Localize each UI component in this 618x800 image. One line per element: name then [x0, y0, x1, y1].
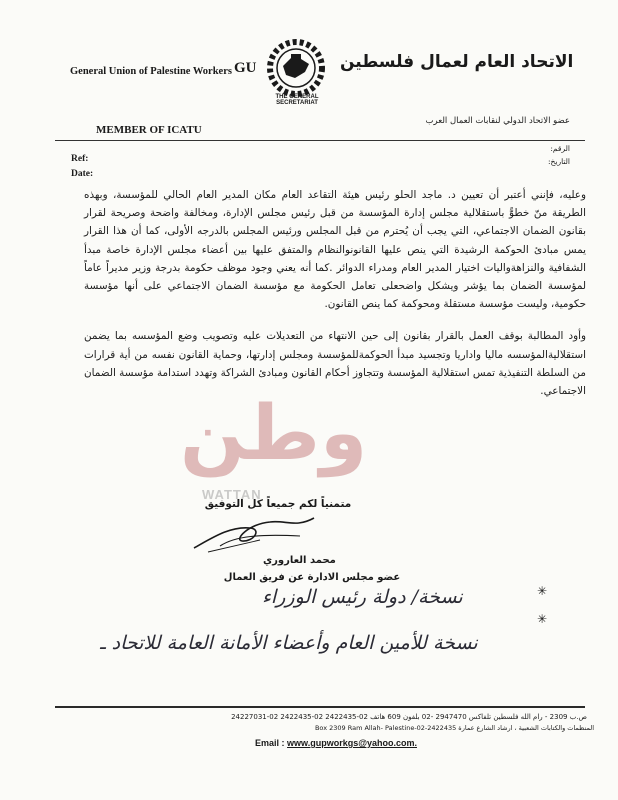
signer-title: عضو مجلس الادارة عن فريق العمال [223, 572, 401, 583]
email-label: Email : [255, 738, 285, 748]
wattan-watermark [180, 383, 368, 513]
letter-body [84, 186, 586, 400]
header-divider [55, 140, 585, 141]
watermark-arabic: وطن [180, 388, 368, 477]
org-name-arabic: الاتحاد العام لعمال فلسطين [340, 52, 574, 72]
ref-label: Ref: [71, 154, 89, 164]
membership-english: MEMBER OF ICATU [96, 124, 202, 136]
org-abbreviation: GU [234, 60, 257, 76]
footer-divider [55, 706, 585, 708]
signature-icon [190, 508, 320, 560]
body-paragraph-1: وعليه، فإنني أعتبر أن تعيين د. ماجد الحلو رئيس هيئة التقاعد العام مكان المدير العام الحالي للمؤسسة، وبهذه الطريقة منّ خطوًّ باستقلالية مجلس إدارة المؤسسة من قبل رئيس مجلس الإدارة، ومخالفة واضحة وصريحة لقرار بقانون الضمان الاجتماعي، التي يجب أن يُحترم من قبل المجلس ورئيس المجلس بالدرجه الأولى، كما أن هذا القرار يمس مبادئ الحوكمة الرشيدة التي ينص عليها القانونوالنظام والمتفق عليها بين أعضاء مجلس الإدارة خاصة مبدأ الشفافية والنزاهةواليات اختيار المدير العام ومدراء الدوائر .كما أنه يعني وجود موظف حكومة بدرجة وزير مديراً عاماً لمؤسسة الضمان بما يؤشر ويشكل واضحعلى تعامل الحكومة مع مؤسسة الضمان الاجتماعي على أنها مؤسسة حكومية، وليست مؤسسة مستقلة ومحوكمة كما ينص القانون. [84, 189, 586, 311]
watermark-latin: WATTAN [202, 487, 262, 502]
union-emblem-icon [255, 28, 337, 104]
handwritten-cc-2: نسخة للأمين العام وأعضاء الأمانة العامة للاتحاد ـ [100, 632, 478, 654]
ref-label-arabic: الرقم: [550, 144, 570, 153]
email-link[interactable]: www.gupworkgs@yahoo.com. [287, 738, 417, 748]
closing-greeting: متمنياً لكم جميعاً كل التوفيق [204, 498, 352, 510]
asterisk-icon: ✳ [537, 584, 548, 598]
logo-caption: THE GENERAL SECRETARIAT [275, 94, 319, 106]
date-label: Date: [71, 169, 94, 179]
footer-email [255, 738, 417, 748]
org-name-english: General Union of Palestine Workers [70, 66, 232, 77]
body-paragraph-2: وأود المطالبة بوقف العمل بالقرار بقانون إلى حين الانتهاء من التعديلات عليه وتصويب وضع المؤسسه بما يضمن استقلاليةالمؤسسه ماليا واداريا وتجسيد مبدأ الحوكمةللمؤسسة ومجلس إدارتها، وحماية القانون نفسه من أية قرارات من السلطة التنفيذية تمس استقلالية المؤسسة وتتجاوز أحكام القانون ومبادئ الشراكة وتهدد استدامة مؤسسة الضمان الاجتماعي. [84, 330, 586, 398]
membership-arabic: عضو الاتحاد الدولي لنقابات العمال العرب [425, 116, 570, 126]
date-label-arabic: التاريخ: [548, 157, 570, 166]
signer-name: محمد العاروري [263, 555, 336, 566]
footer-address-line-2: المنظمات والكتابات الشعبية ، ارشاد الشارع عمارة Box 2309 Ram Allah- Palestine-02-2422435 [314, 724, 594, 732]
footer-address-line-1: ص.ب 2309 - رام الله فلسطين تلفاكس 2947470 -02 بلفون 609 هاتف 02-2422435 02-2422435 02-24227031 [231, 713, 587, 721]
handwritten-cc-1: نسخة/ دولة رئيس الوزراء [262, 586, 463, 608]
asterisk-icon: ✳ [537, 612, 548, 626]
